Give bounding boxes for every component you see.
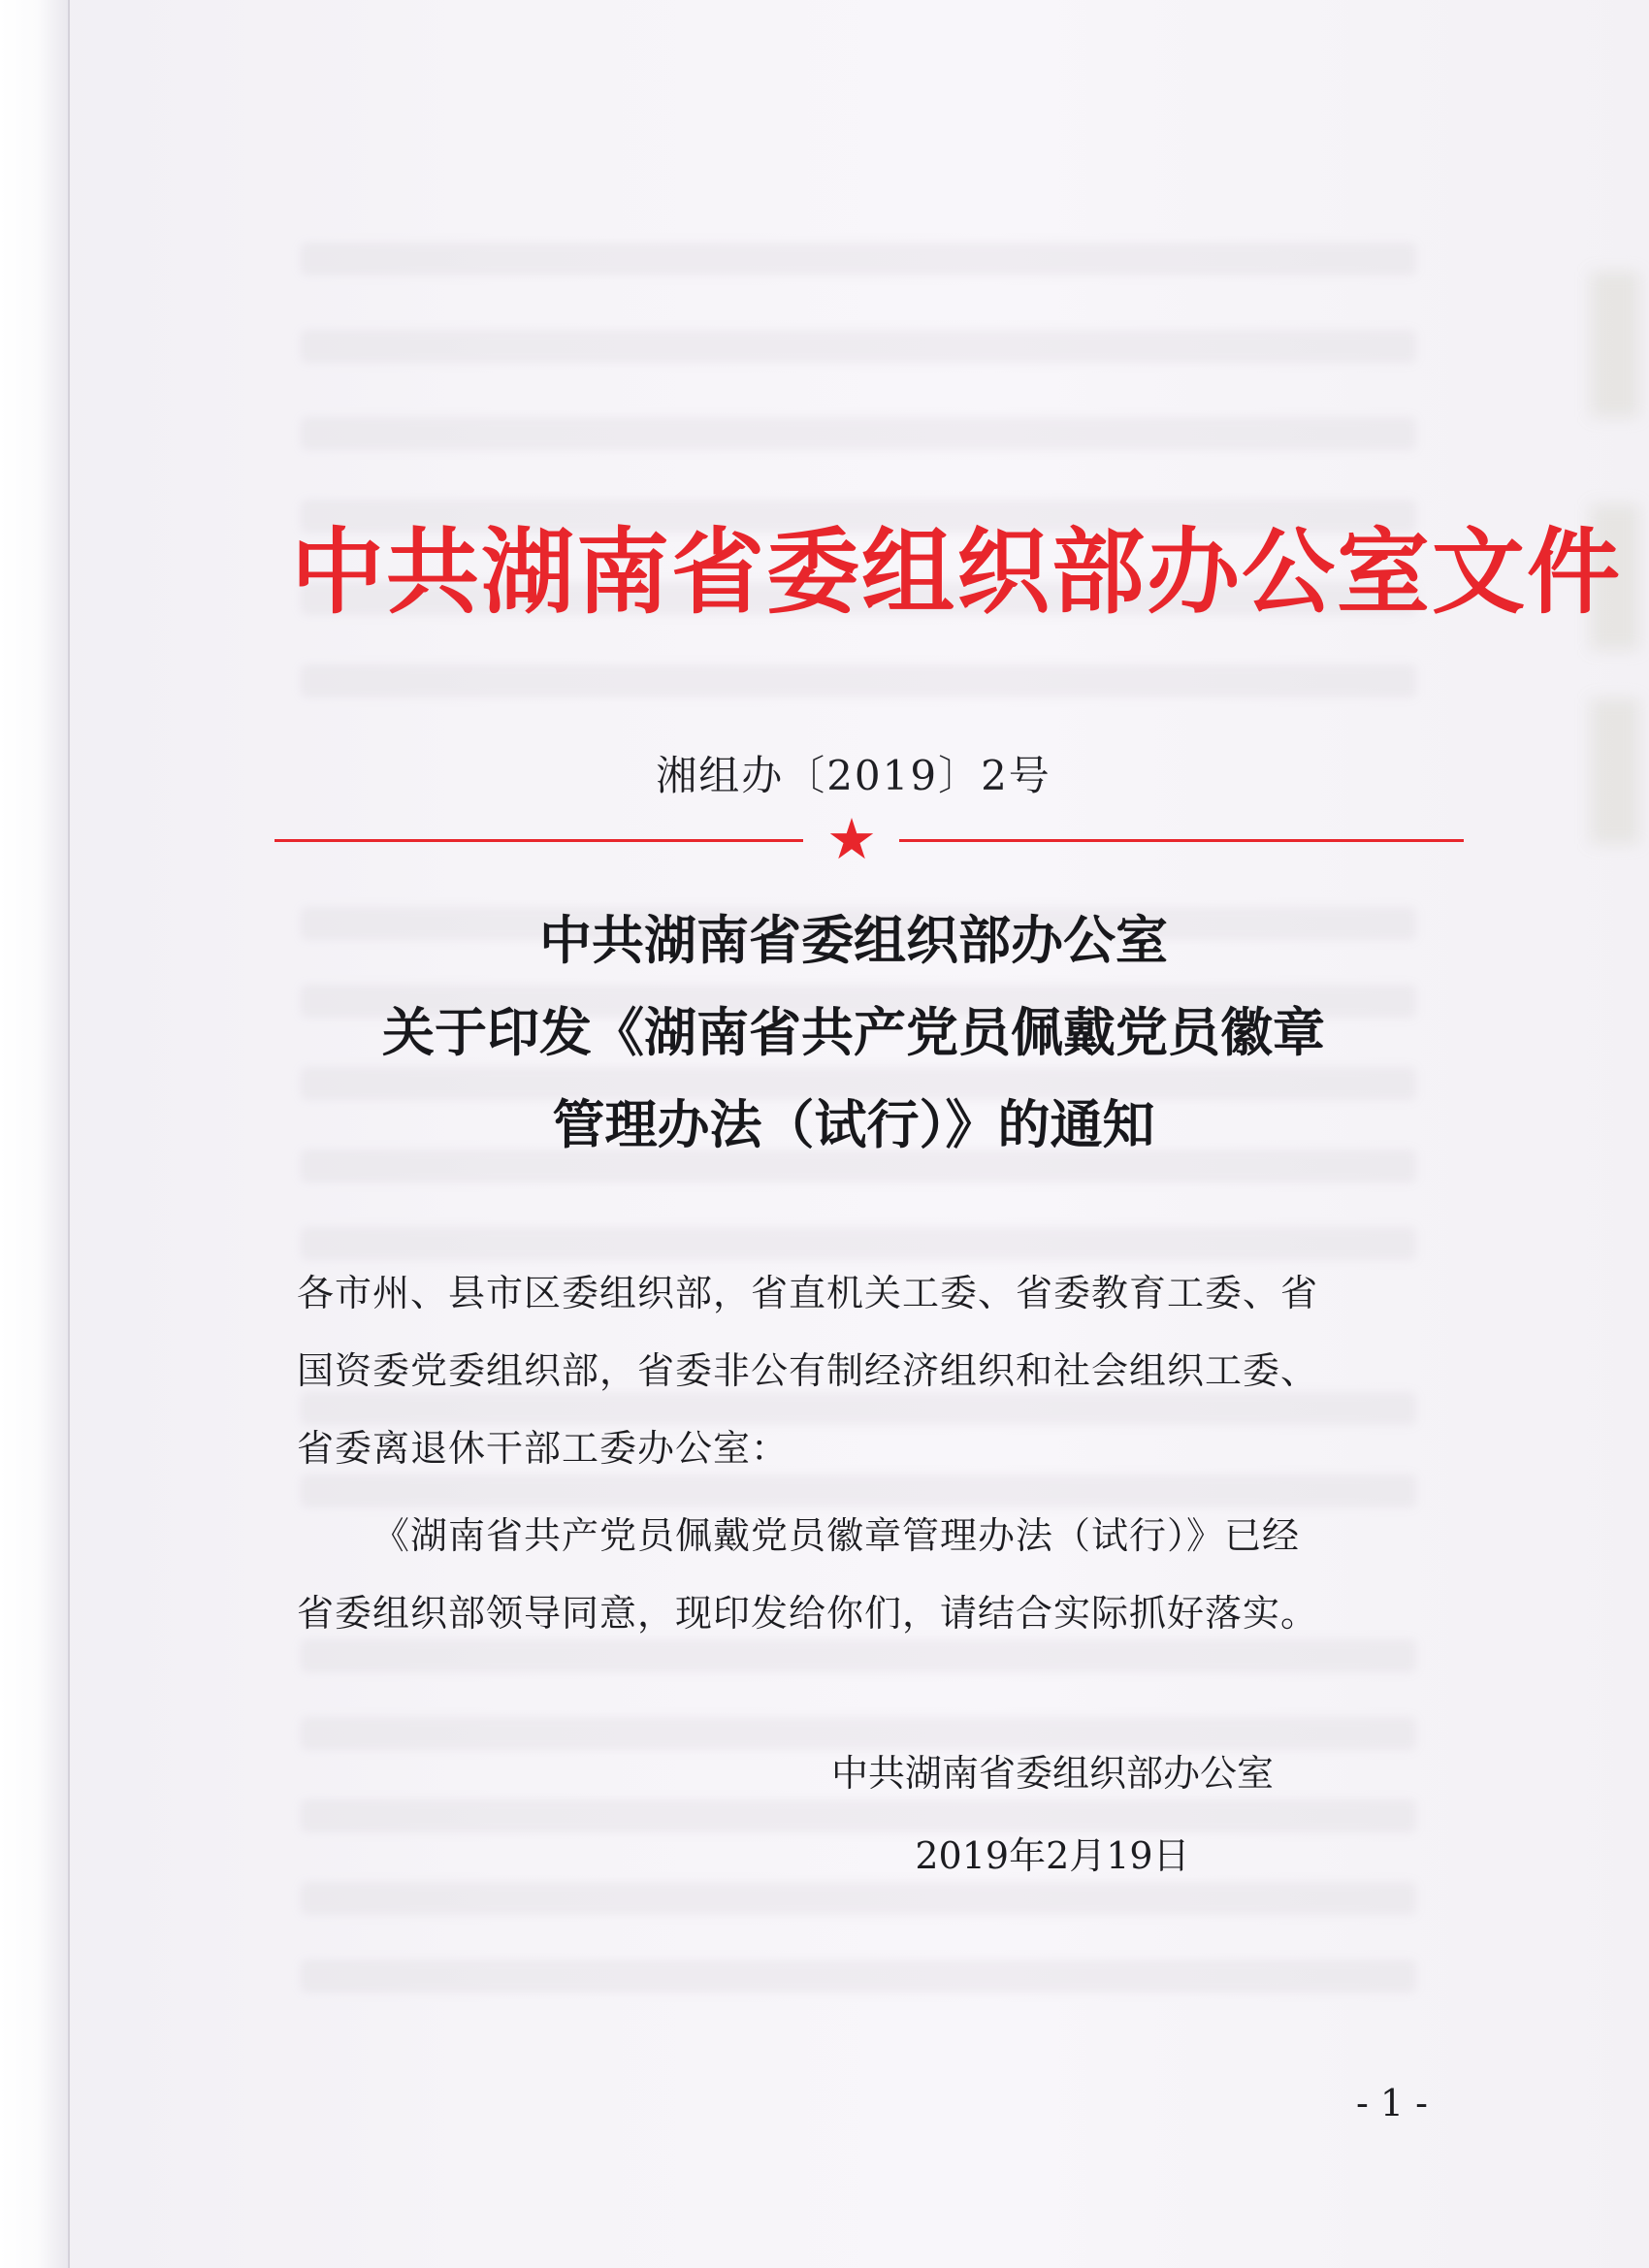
signature-organization: 中共湖南省委组织部办公室 [830, 1752, 1274, 1795]
bleed-through-mark [301, 664, 1416, 697]
recipients-line: 各市州、县市区委组织部，省直机关工委、省委教育工委、省 [297, 1272, 1319, 1314]
bleed-through-mark [301, 1717, 1416, 1750]
signature-date: 2019年2月19日 [915, 1834, 1190, 1877]
bleed-through-mark [1591, 698, 1639, 844]
notice-heading-line-2: 关于印发《湖南省共产党员佩戴党员徽章 [382, 1002, 1325, 1063]
notice-heading-line-1: 中共湖南省委组织部办公室 [539, 910, 1168, 971]
document-number: 湘组办〔2019〕2号 [656, 752, 1051, 799]
notice-heading-line-3: 管理办法（试行）》的通知 [552, 1094, 1155, 1155]
bleed-through-mark [301, 243, 1416, 275]
separator-line-left [275, 839, 803, 842]
bleed-through-mark [1591, 272, 1639, 417]
page-number: - 1 - [1355, 2082, 1428, 2124]
bleed-through-mark [301, 1474, 1416, 1507]
bleed-through-mark [301, 1882, 1416, 1915]
bleed-through-mark [301, 1960, 1416, 1993]
recipients-line: 国资委党委组织部，省委非公有制经济组织和社会组织工委、 [297, 1349, 1319, 1392]
bleed-through-mark [301, 417, 1416, 450]
bleed-through-mark [301, 1639, 1416, 1672]
star-icon: ★ [826, 806, 877, 872]
page-edge [0, 0, 70, 2268]
document-title: 中共湖南省委组织部办公室文件 [291, 517, 1622, 627]
separator-line-right [899, 839, 1464, 842]
body-paragraph-line: 《湖南省共产党员佩戴党员徽章管理办法（试行）》已经 [372, 1514, 1301, 1557]
body-paragraph-line: 省委组织部领导同意，现印发给你们，请结合实际抓好落实。 [297, 1592, 1319, 1635]
bleed-through-mark [301, 330, 1416, 363]
bleed-through-mark [301, 1227, 1416, 1260]
recipients-line: 省委离退休干部工委办公室： [297, 1427, 790, 1470]
bleed-through-mark [301, 1799, 1416, 1832]
